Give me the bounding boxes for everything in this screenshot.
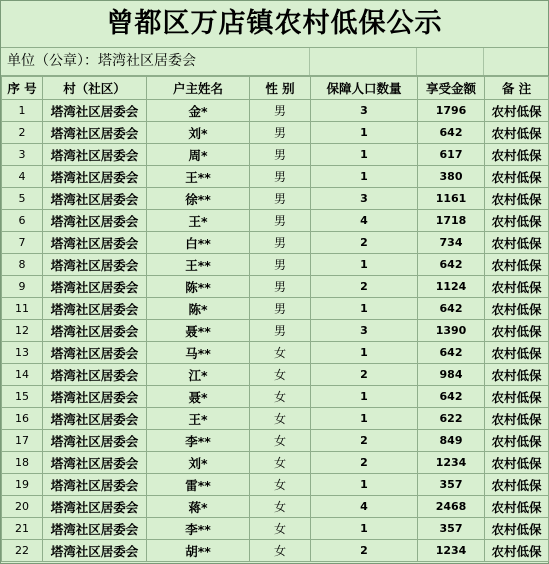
cell-gender: 女: [250, 386, 311, 408]
cell-amount: 1390: [418, 320, 485, 342]
cell-householder: 王*: [147, 210, 250, 232]
cell-gender: 女: [250, 408, 311, 430]
cell-householder: 王*: [147, 408, 250, 430]
table-row: [2, 298, 549, 320]
cell-village: 塔湾社区居委会: [43, 474, 147, 496]
table-row: [2, 408, 549, 430]
cell-village: 塔湾社区居委会: [43, 452, 147, 474]
cell-gender: 女: [250, 430, 311, 452]
cell-village: 塔湾社区居委会: [43, 210, 147, 232]
cell-householder: 王**: [147, 254, 250, 276]
cell-amount: 1718: [418, 210, 485, 232]
cell-population: 1: [311, 386, 418, 408]
table-row: [2, 254, 549, 276]
cell-gender: 男: [250, 320, 311, 342]
cell-seq: 2: [2, 122, 43, 144]
cell-village: 塔湾社区居委会: [43, 320, 147, 342]
header-seq: 序 号: [2, 77, 43, 100]
cell-gender: 女: [250, 474, 311, 496]
header-gender: 性 别: [250, 77, 311, 100]
cell-householder: 周*: [147, 144, 250, 166]
table-row: [2, 276, 549, 298]
cell-gender: 男: [250, 232, 311, 254]
cell-population: 2: [311, 430, 418, 452]
cell-amount: 849: [418, 430, 485, 452]
cell-remark: 农村低保: [485, 364, 549, 386]
cell-village: 塔湾社区居委会: [43, 386, 147, 408]
cell-population: 4: [311, 496, 418, 518]
cell-householder: 李**: [147, 430, 250, 452]
table-header-row: [2, 77, 549, 100]
cell-seq: 9: [2, 276, 43, 298]
table-row: [2, 144, 549, 166]
table-row: [2, 342, 549, 364]
cell-gender: 女: [250, 540, 311, 562]
cell-amount: 617: [418, 144, 485, 166]
cell-householder: 刘*: [147, 122, 250, 144]
cell-householder: 聂*: [147, 386, 250, 408]
cell-population: 3: [311, 320, 418, 342]
table-row: [2, 320, 549, 342]
cell-amount: 642: [418, 122, 485, 144]
cell-village: 塔湾社区居委会: [43, 166, 147, 188]
cell-amount: 1796: [418, 100, 485, 122]
cell-amount: 642: [418, 254, 485, 276]
cell-seq: 13: [2, 342, 43, 364]
cell-gender: 女: [250, 342, 311, 364]
cell-population: 1: [311, 122, 418, 144]
cell-seq: 21: [2, 518, 43, 540]
table-row: [2, 166, 549, 188]
table-row: [2, 232, 549, 254]
cell-householder: 李**: [147, 518, 250, 540]
cell-village: 塔湾社区居委会: [43, 518, 147, 540]
cell-population: 1: [311, 474, 418, 496]
cell-gender: 男: [250, 210, 311, 232]
cell-village: 塔湾社区居委会: [43, 408, 147, 430]
cell-amount: 2468: [418, 496, 485, 518]
table-row: [2, 496, 549, 518]
table-row: [2, 518, 549, 540]
table-row: [2, 452, 549, 474]
cell-amount: 642: [418, 342, 485, 364]
cell-amount: 984: [418, 364, 485, 386]
cell-population: 2: [311, 540, 418, 562]
cell-amount: 642: [418, 386, 485, 408]
cell-remark: 农村低保: [485, 518, 549, 540]
cell-village: 塔湾社区居委会: [43, 100, 147, 122]
cell-householder: 雷**: [147, 474, 250, 496]
cell-seq: 7: [2, 232, 43, 254]
cell-village: 塔湾社区居委会: [43, 496, 147, 518]
cell-householder: 聂**: [147, 320, 250, 342]
cell-remark: 农村低保: [485, 298, 549, 320]
cell-gender: 女: [250, 364, 311, 386]
cell-remark: 农村低保: [485, 452, 549, 474]
header-amount: 享受金额: [418, 77, 485, 100]
cell-population: 2: [311, 232, 418, 254]
cell-amount: 357: [418, 518, 485, 540]
cell-gender: 男: [250, 144, 311, 166]
cell-seq: 8: [2, 254, 43, 276]
cell-remark: 农村低保: [485, 188, 549, 210]
cell-householder: 金*: [147, 100, 250, 122]
cell-householder: 白**: [147, 232, 250, 254]
cell-village: 塔湾社区居委会: [43, 254, 147, 276]
cell-village: 塔湾社区居委会: [43, 298, 147, 320]
cell-seq: 1: [2, 100, 43, 122]
cell-gender: 女: [250, 452, 311, 474]
cell-remark: 农村低保: [485, 540, 549, 562]
table-row: [2, 188, 549, 210]
unit-row: [1, 48, 548, 76]
cell-remark: 农村低保: [485, 144, 549, 166]
cell-population: 1: [311, 144, 418, 166]
cell-seq: 4: [2, 166, 43, 188]
cell-population: 1: [311, 254, 418, 276]
cell-householder: 蒋*: [147, 496, 250, 518]
cell-householder: 王**: [147, 166, 250, 188]
cell-remark: 农村低保: [485, 408, 549, 430]
cell-seq: 6: [2, 210, 43, 232]
table-row: [2, 210, 549, 232]
cell-remark: 农村低保: [485, 100, 549, 122]
cell-seq: 15: [2, 386, 43, 408]
cell-gender: 男: [250, 276, 311, 298]
grid-line: [309, 48, 310, 75]
cell-amount: 1124: [418, 276, 485, 298]
cell-householder: 胡**: [147, 540, 250, 562]
cell-seq: 11: [2, 298, 43, 320]
cell-householder: 刘*: [147, 452, 250, 474]
cell-village: 塔湾社区居委会: [43, 430, 147, 452]
cell-population: 2: [311, 364, 418, 386]
cell-gender: 女: [250, 496, 311, 518]
cell-village: 塔湾社区居委会: [43, 276, 147, 298]
cell-gender: 男: [250, 100, 311, 122]
cell-village: 塔湾社区居委会: [43, 342, 147, 364]
table-body: [2, 100, 549, 562]
cell-seq: 12: [2, 320, 43, 342]
cell-population: 1: [311, 166, 418, 188]
cell-gender: 男: [250, 166, 311, 188]
cell-seq: 22: [2, 540, 43, 562]
cell-gender: 男: [250, 298, 311, 320]
table-row: [2, 122, 549, 144]
cell-population: 1: [311, 342, 418, 364]
cell-village: 塔湾社区居委会: [43, 144, 147, 166]
grid-line: [416, 48, 417, 75]
page-title: 曾都区万店镇农村低保公示: [1, 1, 548, 48]
cell-amount: 622: [418, 408, 485, 430]
cell-remark: 农村低保: [485, 386, 549, 408]
table-row: [2, 540, 549, 562]
cell-remark: 农村低保: [485, 474, 549, 496]
cell-householder: 陈*: [147, 298, 250, 320]
cell-gender: 男: [250, 188, 311, 210]
cell-remark: 农村低保: [485, 210, 549, 232]
cell-population: 1: [311, 298, 418, 320]
cell-remark: 农村低保: [485, 342, 549, 364]
header-population: 保障人口数量: [311, 77, 418, 100]
benefit-table: [1, 76, 549, 562]
cell-remark: 农村低保: [485, 276, 549, 298]
cell-population: 1: [311, 518, 418, 540]
cell-village: 塔湾社区居委会: [43, 122, 147, 144]
cell-amount: 642: [418, 298, 485, 320]
cell-population: 3: [311, 100, 418, 122]
cell-householder: 马**: [147, 342, 250, 364]
cell-remark: 农村低保: [485, 430, 549, 452]
cell-gender: 女: [250, 518, 311, 540]
unit-label: 单位（公章）：塔湾社区居委会: [7, 53, 196, 69]
table-row: [2, 474, 549, 496]
cell-seq: 17: [2, 430, 43, 452]
cell-householder: 江*: [147, 364, 250, 386]
table-row: [2, 386, 549, 408]
cell-seq: 3: [2, 144, 43, 166]
cell-amount: 1234: [418, 452, 485, 474]
cell-householder: 陈**: [147, 276, 250, 298]
cell-remark: 农村低保: [485, 496, 549, 518]
grid-line: [483, 48, 484, 75]
cell-village: 塔湾社区居委会: [43, 540, 147, 562]
cell-gender: 男: [250, 254, 311, 276]
cell-householder: 徐**: [147, 188, 250, 210]
cell-population: 2: [311, 276, 418, 298]
cell-population: 3: [311, 188, 418, 210]
table-row: [2, 100, 549, 122]
cell-amount: 357: [418, 474, 485, 496]
cell-remark: 农村低保: [485, 254, 549, 276]
cell-village: 塔湾社区居委会: [43, 232, 147, 254]
cell-seq: 5: [2, 188, 43, 210]
header-village: 村（社区）: [43, 77, 147, 100]
cell-seq: 16: [2, 408, 43, 430]
cell-amount: 380: [418, 166, 485, 188]
header-remark: 备 注: [485, 77, 549, 100]
header-householder: 户主姓名: [147, 77, 250, 100]
cell-village: 塔湾社区居委会: [43, 364, 147, 386]
cell-remark: 农村低保: [485, 232, 549, 254]
cell-population: 1: [311, 408, 418, 430]
cell-gender: 男: [250, 122, 311, 144]
table-row: [2, 430, 549, 452]
cell-remark: 农村低保: [485, 166, 549, 188]
cell-amount: 1161: [418, 188, 485, 210]
cell-seq: 14: [2, 364, 43, 386]
cell-seq: 19: [2, 474, 43, 496]
cell-remark: 农村低保: [485, 122, 549, 144]
cell-seq: 20: [2, 496, 43, 518]
cell-population: 4: [311, 210, 418, 232]
table-row: [2, 364, 549, 386]
cell-amount: 734: [418, 232, 485, 254]
cell-population: 2: [311, 452, 418, 474]
cell-seq: 18: [2, 452, 43, 474]
cell-remark: 农村低保: [485, 320, 549, 342]
cell-amount: 1234: [418, 540, 485, 562]
cell-village: 塔湾社区居委会: [43, 188, 147, 210]
